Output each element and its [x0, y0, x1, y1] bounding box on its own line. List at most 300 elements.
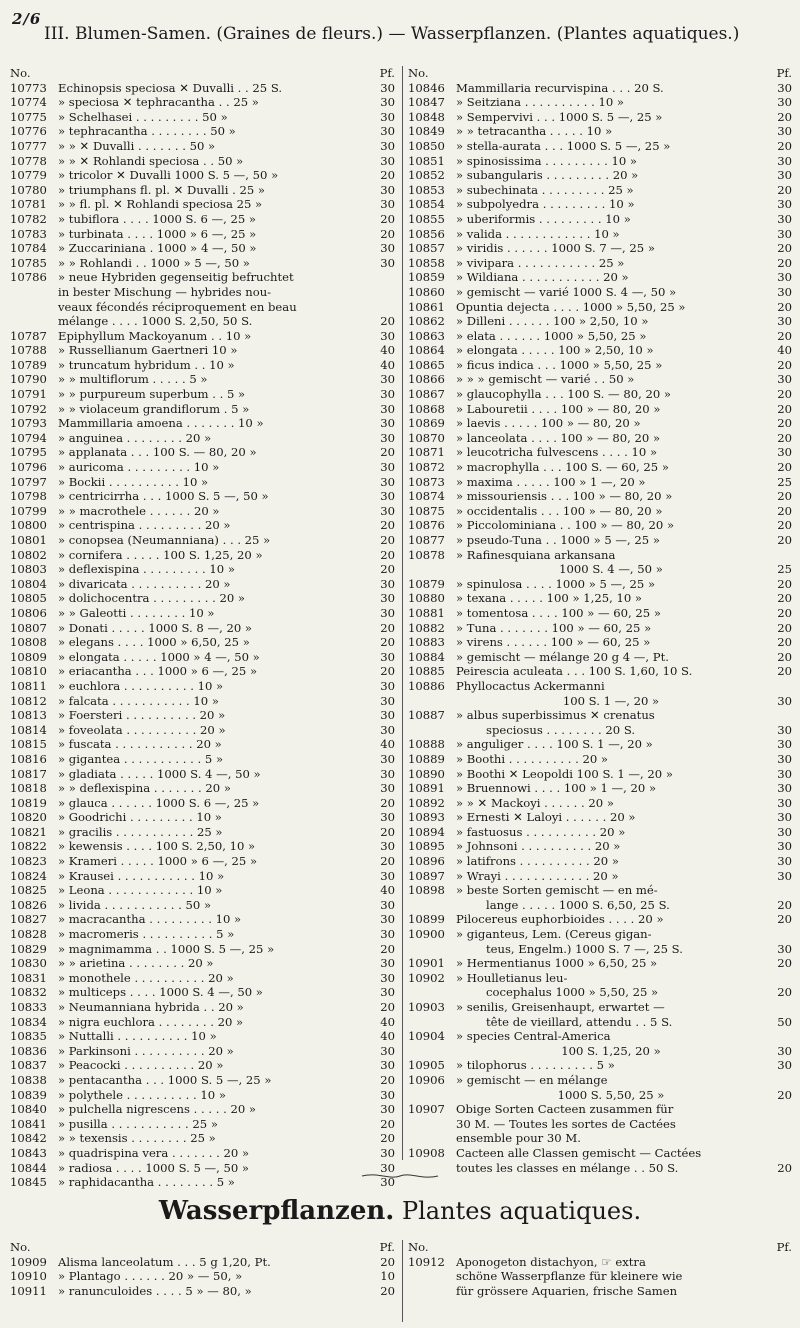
catalog-entry	[10, 810, 395, 825]
entry-number: 10856	[408, 226, 445, 241]
entry-price: 30	[380, 489, 395, 504]
entry-price: 20	[777, 182, 792, 197]
entry-description: » centrispina . . . . . . . . . 20 »	[58, 518, 231, 533]
catalog-entry	[10, 1175, 395, 1190]
catalog-entry	[408, 854, 792, 869]
entry-number	[408, 694, 456, 709]
entry-description: » texana . . . . . 100 » 1,25, 10 »	[456, 591, 642, 606]
catalog-entry	[10, 518, 395, 533]
entry-number: 10797	[10, 474, 47, 489]
catalog-entry	[408, 329, 792, 344]
entry-price: 30	[777, 824, 792, 839]
catalog-entry	[408, 445, 792, 460]
entry-price: 20	[777, 956, 792, 971]
entry-price: 20	[380, 1131, 395, 1146]
entry-description: » macrophylla . . . 100 S. — 60, 25 »	[456, 460, 669, 475]
catalog-entry	[10, 110, 395, 125]
entry-price: 30	[380, 387, 395, 402]
entry-description: » magnimamma . . 1000 S. 5 —, 25 »	[58, 941, 275, 956]
entry-number: 10852	[408, 168, 445, 183]
water-column-left	[10, 1240, 395, 1298]
entry-description: 1000 S. 4 —, 50 »	[559, 562, 663, 577]
entry-price: 30	[777, 810, 792, 825]
entry-description: » glaucophylla . . . 100 S. — 80, 20 »	[456, 387, 671, 402]
entry-description: » » arietina . . . . . . . . 20 »	[58, 956, 214, 971]
entry-price: 30	[380, 460, 395, 475]
water-right-list	[408, 1255, 792, 1299]
entry-price: 30	[380, 1160, 395, 1175]
entry-number: 10821	[10, 824, 47, 839]
entry-number: 10786	[10, 270, 47, 285]
entry-number: 10814	[10, 722, 47, 737]
entry-description: » » ✕ Duvalli . . . . . . . 50 »	[58, 138, 216, 153]
entry-description: » laevis . . . . . 100 » — 80, 20 »	[456, 416, 641, 431]
catalog-entry	[10, 139, 395, 154]
entry-number: 10781	[10, 197, 47, 212]
entry-description: » tricolor ✕ Duvalli 1000 S. 5 —, 50 »	[58, 168, 279, 183]
entry-price: 20	[380, 635, 395, 650]
entry-price: 20	[380, 168, 395, 183]
entry-description: » » deflexispina . . . . . . . 20 »	[58, 781, 231, 796]
entry-description: » » Galeotti . . . . . . . . 10 »	[58, 605, 215, 620]
entry-number: 10835	[10, 1029, 47, 1044]
entry-price: 30	[380, 897, 395, 912]
catalog-entry	[408, 1117, 792, 1132]
entry-price: 20	[380, 1116, 395, 1131]
entry-description: » tephracantha . . . . . . . . 50 »	[58, 124, 236, 139]
column-header-pf: Pf.	[379, 66, 395, 80]
entry-number: 10805	[10, 591, 47, 606]
entry-price: 30	[380, 678, 395, 693]
entry-number: 10841	[10, 1116, 47, 1131]
entry-number: 10791	[10, 387, 47, 402]
entry-number: 10844	[10, 1160, 47, 1175]
water-left-list	[10, 1255, 395, 1299]
entry-description: » uberiformis . . . . . . . . . 10 »	[456, 211, 631, 226]
entry-price: 40	[380, 737, 395, 752]
entry-description: Cacteen alle Classen gemischt — Cactées	[456, 1145, 702, 1160]
entry-price: 20	[380, 562, 395, 577]
entry-description: 100 S. 1,25, 20 »	[561, 1043, 661, 1058]
catalog-entry	[10, 402, 395, 417]
entry-price: 30	[380, 416, 395, 431]
entry-description: » latifrons . . . . . . . . . . 20 »	[456, 854, 619, 869]
entry-number: 10773	[10, 80, 47, 95]
entry-price: 30	[777, 766, 792, 781]
entry-description: » valida . . . . . . . . . . . . 10 »	[456, 226, 620, 241]
entry-price	[766, 883, 792, 898]
entry-number: 10796	[10, 460, 47, 475]
entry-price: 30	[380, 1087, 395, 1102]
catalog-entry	[408, 124, 792, 139]
entry-number: 10825	[10, 883, 47, 898]
entry-description: 1000 S. 5,50, 25 »	[557, 1087, 665, 1102]
catalog-entry	[10, 1015, 395, 1030]
catalog-entry	[10, 197, 395, 212]
entry-description: » albus superbissimus ✕ crenatus	[456, 708, 655, 723]
entry-description: in bester Mischung — hybrides nou-	[58, 284, 272, 299]
entry-number: 10824	[10, 868, 47, 883]
catalog-entry	[10, 883, 395, 898]
catalog-entry	[10, 387, 395, 402]
entry-description: » cornifera . . . . . 100 S. 1,25, 20 »	[58, 547, 263, 562]
entry-price: 20	[380, 533, 395, 547]
entry-price: 30	[380, 1102, 395, 1117]
entry-price: 40	[380, 343, 395, 358]
catalog-entry	[408, 606, 792, 621]
entry-description: schöne Wasserpflanze für kleinere wie	[456, 1269, 683, 1284]
entry-number: 10876	[408, 518, 445, 533]
entry-price	[766, 1146, 792, 1161]
entry-price: 20	[380, 854, 395, 869]
entry-number: 10787	[10, 328, 47, 343]
left-entry-list	[10, 81, 395, 1190]
catalog-entry	[10, 971, 395, 986]
entry-price: 30	[777, 795, 792, 810]
catalog-entry	[10, 416, 395, 431]
catalog-entry	[408, 110, 792, 125]
entry-description: » quadrispina vera . . . . . . . 20 »	[58, 1145, 250, 1160]
catalog-entry	[408, 591, 792, 606]
entry-price	[369, 270, 395, 285]
catalog-entry	[10, 1058, 395, 1073]
entry-description: » Boothi ✕ Leopoldi 100 S. 1 —, 20 »	[456, 766, 673, 781]
entry-description: lange . . . . . 1000 S. 6,50, 25 S.	[486, 897, 670, 912]
entry-price: 30	[380, 970, 395, 985]
entry-number: 10854	[408, 197, 445, 212]
catalog-entry	[408, 971, 792, 986]
entry-number	[408, 1088, 456, 1103]
entry-price: 20	[777, 620, 792, 635]
entry-price: 20	[777, 664, 792, 679]
column-header-pf: Pf.	[379, 1240, 395, 1254]
catalog-entry	[10, 985, 395, 1000]
entry-number: 10896	[408, 854, 445, 869]
entry-number: 10875	[408, 503, 445, 518]
entry-description: » elongata . . . . . 1000 » 4 —, 50 »	[58, 649, 260, 664]
catalog-entry	[408, 1029, 792, 1044]
entry-description: » kewensis . . . . 100 S. 2,50, 10 »	[58, 839, 256, 854]
catalog-entry	[10, 489, 395, 504]
entry-price: 20	[777, 489, 792, 504]
page-title: III. Blumen-Samen. (Graines de fleurs.) — Wasserpflanzen. (Plantes aquatiques.)	[44, 24, 740, 44]
entry-price: 30	[777, 270, 792, 285]
column-divider	[402, 1240, 403, 1322]
entry-number	[408, 562, 456, 577]
entry-description: » Wrayi . . . . . . . . . . . . 20 »	[456, 868, 619, 883]
entry-number: 10895	[408, 839, 445, 854]
entry-number: 10815	[10, 737, 47, 752]
entry-price: 30	[777, 868, 792, 883]
entry-price: 30	[777, 124, 792, 139]
catalog-entry	[408, 300, 792, 315]
entry-number: 10886	[408, 678, 445, 693]
entry-number: 10911	[10, 1283, 47, 1298]
catalog-entry	[408, 81, 792, 96]
entry-description: » centricirrha . . . 1000 S. 5 —, 50 »	[58, 489, 269, 504]
entry-description: » Johnsoni . . . . . . . . . . 20 »	[456, 839, 621, 854]
entry-number: 10804	[10, 576, 47, 591]
entry-number: 10907	[408, 1102, 445, 1117]
entry-number: 10779	[10, 168, 47, 183]
entry-number: 10898	[408, 883, 445, 898]
entry-description: » glauca . . . . . . 1000 S. 6 —, 25 »	[58, 795, 260, 810]
entry-number: 10894	[408, 824, 445, 839]
entry-number: 10816	[10, 751, 47, 766]
section-title	[0, 1196, 800, 1226]
entry-description: » gracilis . . . . . . . . . . . 25 »	[58, 824, 223, 839]
catalog-entry	[10, 694, 395, 709]
entry-number: 10809	[10, 649, 47, 664]
entry-description: » Leona . . . . . . . . . . . . 10 »	[58, 883, 223, 898]
catalog-entry	[10, 95, 395, 110]
catalog-entry	[10, 723, 395, 738]
entry-number: 10800	[10, 518, 47, 533]
catalog-entry	[408, 1269, 792, 1284]
entry-number: 10827	[10, 912, 47, 927]
entry-number: 10792	[10, 401, 47, 416]
entry-description: » Hermentianus 1000 » 6,50, 25 »	[456, 956, 658, 971]
catalog-entry	[408, 577, 792, 592]
entry-number: 10912	[408, 1254, 445, 1269]
catalog-entry	[408, 314, 792, 329]
entry-description: » Nuttalli . . . . . . . . . . 10 »	[58, 1029, 217, 1044]
entry-price	[766, 708, 792, 723]
entry-number: 10892	[408, 795, 445, 810]
entry-price: 20	[380, 941, 395, 956]
catalog-entry	[408, 139, 792, 154]
entry-description: » beste Sorten gemischt — en mé-	[456, 883, 658, 898]
catalog-entry	[10, 329, 395, 344]
entry-description: » stella-aurata . . . 1000 S. 5 —, 25 »	[456, 138, 671, 153]
entry-number: 10887	[408, 708, 445, 723]
entry-description: » falcata . . . . . . . . . . . 10 »	[58, 693, 219, 708]
entry-description: » viridis . . . . . . 1000 S. 7 —, 25 »	[456, 241, 655, 256]
entry-description: » eriacantha . . . 1000 » 6 —, 25 »	[58, 664, 258, 679]
entry-price: 20	[777, 1160, 792, 1175]
entry-price: 30	[380, 95, 395, 110]
catalog-entry	[10, 621, 395, 636]
column-header	[408, 66, 792, 81]
entry-description: Aponogeton distachyon, ☞ extra	[456, 1254, 646, 1269]
entry-number: 10801	[10, 533, 47, 547]
entry-number: 10774	[10, 95, 47, 110]
entry-price: 20	[380, 314, 395, 329]
catalog-entry	[10, 1102, 395, 1117]
catalog-entry	[10, 1146, 395, 1161]
entry-description: Phyllocactus Ackermanni	[456, 678, 605, 693]
catalog-entry	[10, 1131, 395, 1146]
catalog-entry	[10, 854, 395, 869]
catalog-entry	[10, 1284, 395, 1299]
catalog-entry	[10, 577, 395, 592]
entry-number: 10910	[10, 1269, 47, 1284]
entry-description: » ficus indica . . . 1000 » 5,50, 25 »	[456, 357, 663, 372]
entry-price	[766, 1000, 792, 1015]
entry-number: 10900	[408, 927, 445, 942]
catalog-entry	[10, 270, 395, 285]
entry-number: 10790	[10, 372, 47, 387]
page-header	[12, 10, 790, 52]
catalog-entry	[408, 1088, 792, 1103]
entry-price: 30	[380, 430, 395, 445]
entry-price: 30	[777, 839, 792, 854]
entry-price: 30	[380, 80, 395, 95]
entry-number: 10888	[408, 737, 445, 752]
entry-price: 20	[380, 1254, 395, 1269]
entry-number: 10847	[408, 95, 445, 110]
catalog-entry	[10, 154, 395, 169]
entry-number	[10, 314, 58, 329]
catalog-entry	[408, 912, 792, 927]
entry-number: 10858	[408, 255, 445, 270]
catalog-entry	[10, 650, 395, 665]
entry-number: 10795	[10, 445, 47, 460]
catalog-entry	[408, 708, 792, 723]
entry-description: » multiceps . . . . 1000 S. 4 —, 50 »	[58, 985, 263, 1000]
entry-price: 30	[777, 314, 792, 329]
entry-description: » Parkinsoni . . . . . . . . . . 20 »	[58, 1043, 234, 1058]
entry-number	[408, 1269, 456, 1284]
entry-price: 20	[777, 605, 792, 620]
entry-price	[766, 971, 792, 986]
entry-number: 10849	[408, 124, 445, 139]
catalog-entry	[10, 358, 395, 373]
entry-number: 10803	[10, 562, 47, 577]
entry-description: » pusilla . . . . . . . . . . . 25 »	[58, 1116, 218, 1131]
column-header	[10, 66, 395, 81]
entry-description: » tilophorus . . . . . . . . . 5 »	[456, 1058, 615, 1073]
entry-number: 10904	[408, 1029, 445, 1044]
catalog-entry	[408, 504, 792, 519]
catalog-entry	[408, 358, 792, 373]
entry-description: Opuntia dejecta . . . . 1000 » 5,50, 25 »	[456, 299, 686, 314]
entry-number: 10807	[10, 620, 47, 635]
entry-number: 10902	[408, 970, 445, 985]
entry-description: » applanata . . . 100 S. — 80, 20 »	[58, 445, 257, 460]
catalog-entry	[10, 606, 395, 621]
entry-number: 10840	[10, 1102, 47, 1117]
entry-number: 10799	[10, 503, 47, 518]
entry-description: teus, Engelm.) 1000 S. 7 —, 25 S.	[486, 941, 683, 956]
entry-price: 25	[777, 474, 792, 489]
entry-description: » euchlora . . . . . . . . . . 10 »	[58, 678, 224, 693]
entry-price: 20	[777, 328, 792, 343]
catalog-entry	[10, 1117, 395, 1132]
catalog-entry	[408, 927, 792, 942]
catalog-entry	[408, 416, 792, 431]
catalog-entry	[408, 679, 792, 694]
entry-price: 20	[380, 518, 395, 533]
entry-description: » foveolata . . . . . . . . . . 20 »	[58, 722, 226, 737]
entry-price: 20	[380, 824, 395, 839]
entry-number: 10860	[408, 284, 445, 299]
catalog-entry	[408, 650, 792, 665]
entry-number: 10901	[408, 956, 445, 971]
entry-description: » truncatum hybridum . . 10 »	[58, 357, 235, 372]
entry-number: 10848	[408, 109, 445, 124]
catalog-entry	[10, 898, 395, 913]
entry-price: 30	[380, 124, 395, 139]
catalog-entry	[10, 533, 395, 548]
entry-description: » Schelhasei . . . . . . . . . 50 »	[58, 109, 228, 124]
entry-price: 20	[380, 211, 395, 226]
catalog-column-right	[408, 66, 792, 1175]
entry-description: » » multiflorum . . . . . 5 »	[58, 372, 208, 387]
entry-price: 30	[380, 197, 395, 212]
entry-number: 10879	[408, 576, 445, 591]
entry-description: » senilis, Greisenhaupt, erwartet —	[456, 1000, 665, 1014]
entry-description: » » ✕ Mackoyi . . . . . . 20 »	[456, 795, 614, 810]
entry-price: 30	[380, 109, 395, 124]
entry-description: » subangularis . . . . . . . . . 20 »	[456, 168, 639, 183]
column-divider	[402, 66, 403, 1160]
catalog-entry	[10, 548, 395, 563]
entry-number	[408, 723, 456, 738]
entry-description: » vivipara . . . . . . . . . . . 25 »	[456, 255, 625, 270]
catalog-entry	[10, 475, 395, 490]
entry-price	[766, 1131, 792, 1146]
ornament-icon	[360, 1171, 440, 1181]
entry-description: » dolichocentra . . . . . . . . . 20 »	[58, 591, 246, 606]
catalog-entry	[408, 168, 792, 183]
entry-price: 40	[380, 357, 395, 372]
entry-number: 10794	[10, 430, 47, 445]
entry-price: 30	[380, 1175, 395, 1190]
entry-description: » Neumanniana hybrida . . 20 »	[58, 1000, 244, 1014]
catalog-entry	[408, 1000, 792, 1015]
catalog-entry	[10, 460, 395, 475]
entry-price: 30	[380, 693, 395, 708]
catalog-entry	[10, 372, 395, 387]
entry-description: » deflexispina . . . . . . . . . 10 »	[58, 562, 235, 577]
catalog-entry	[408, 752, 792, 767]
entry-number: 10783	[10, 226, 47, 241]
entry-description: » Plantago . . . . . . 20 » — 50, »	[58, 1269, 243, 1284]
entry-description: Epiphyllum Mackoyanum . . 10 »	[58, 328, 252, 343]
catalog-entry	[10, 767, 395, 782]
entry-number: 10813	[10, 708, 47, 723]
entry-number: 10845	[10, 1175, 47, 1190]
entry-price: 30	[380, 781, 395, 796]
entry-number: 10822	[10, 839, 47, 854]
entry-price: 30	[380, 605, 395, 620]
entry-description: Peirescia aculeata . . . 100 S. 1,60, 10 S.	[456, 664, 693, 679]
catalog-entry	[408, 767, 792, 782]
catalog-entry	[10, 1088, 395, 1103]
entry-number: 10820	[10, 810, 47, 825]
catalog-entry	[408, 1146, 792, 1161]
catalog-entry	[408, 270, 792, 285]
entry-price: 20	[777, 533, 792, 547]
entry-description: für grössere Aquarien, frische Samen	[456, 1283, 678, 1298]
entry-description: » elongata . . . . . 100 » 2,50, 10 »	[456, 343, 654, 358]
entry-price: 20	[777, 985, 792, 1000]
entry-description: » anguliger . . . . 100 S. 1 —, 20 »	[456, 737, 653, 752]
entry-number: 10782	[10, 211, 47, 226]
entry-number: 10865	[408, 357, 445, 372]
catalog-entry	[408, 431, 792, 446]
entry-price: 30	[380, 985, 395, 1000]
entry-description: » raphidacantha . . . . . . . . 5 »	[58, 1175, 235, 1190]
entry-price: 30	[777, 854, 792, 869]
entry-price: 30	[380, 810, 395, 825]
page-number: 2/6	[12, 10, 42, 28]
entry-number: 10873	[408, 474, 445, 489]
entry-price	[766, 1117, 792, 1132]
catalog-entry	[408, 898, 792, 913]
entry-description: » virens . . . . . . 100 » — 60, 25 »	[456, 635, 651, 650]
